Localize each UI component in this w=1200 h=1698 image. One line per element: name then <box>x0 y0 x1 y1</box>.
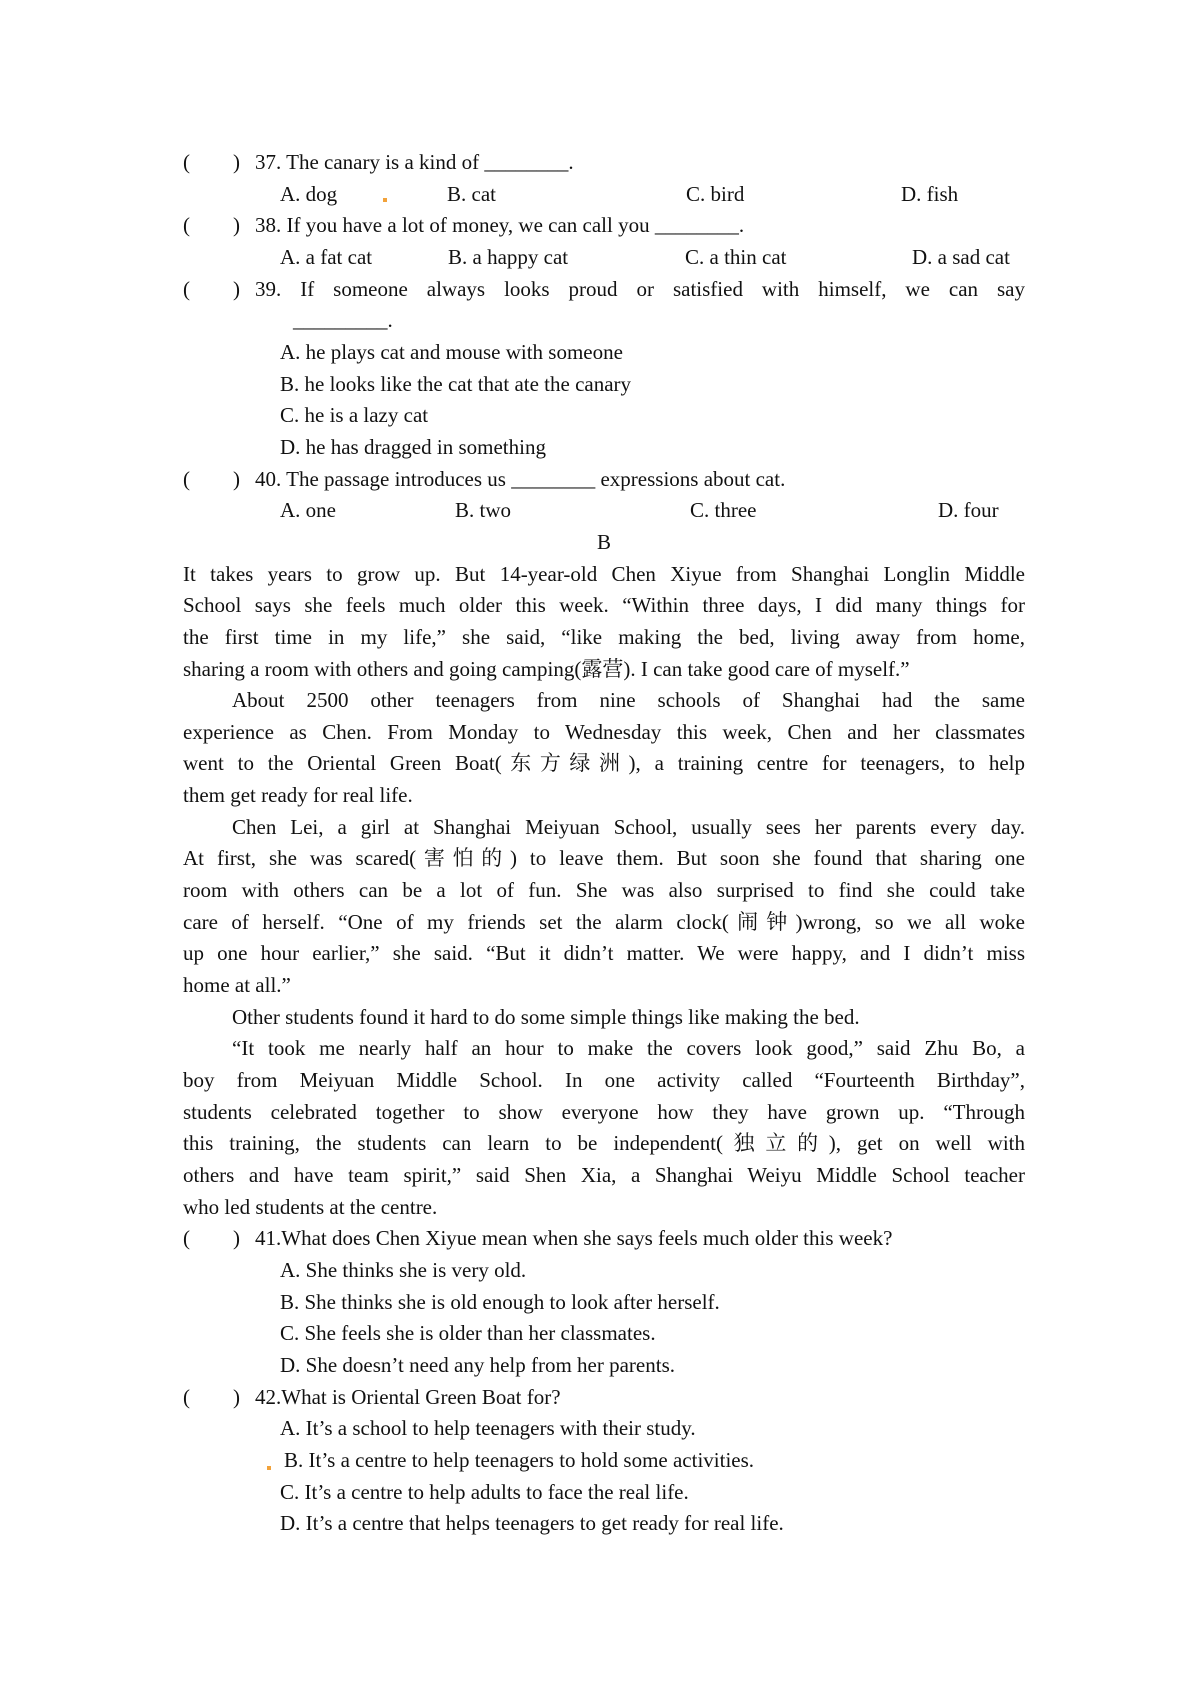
passage-line: About 2500 other teenagers from nine schools of Shanghai had the same <box>232 688 1025 713</box>
option-d: D. a sad cat <box>912 244 1010 269</box>
worksheet-page <box>183 147 1025 1540</box>
passage-paragraph <box>183 559 1025 686</box>
passage-line: sharing a room with others and going camping(露营). I can take good care of myself.” <box>183 656 910 681</box>
question-40 <box>183 464 1025 496</box>
passage-paragraph <box>183 1002 1025 1034</box>
question-41 <box>183 1223 1025 1255</box>
passage-line: experience as Chen. From Monday to Wednesday this week, Chen and her classmates <box>183 719 1025 744</box>
passage-line: boy from Meiyuan Middle School. In one activity called “Fourteenth Birthday”, <box>183 1068 1025 1093</box>
passage-line: care of herself. “One of my friends set the alarm clock(闹钟)wrong, so we all woke <box>183 909 1025 934</box>
answer-paren-open[interactable]: ( <box>183 213 190 238</box>
answer-paren-open[interactable]: ( <box>183 150 190 174</box>
answer-paren-close: ) <box>233 466 240 491</box>
passage-line: It takes years to grow up. But 14-year-old Chen Xiyue from Shanghai Longlin Middle <box>183 561 1025 586</box>
passage-line: them get ready for real life. <box>183 783 413 808</box>
question-37 <box>183 147 1025 179</box>
passage-line: this training, the students can learn to be independent(独立的), get on well with <box>183 1131 1025 1156</box>
answer-paren-open[interactable]: ( <box>183 1226 190 1251</box>
section-heading: B <box>596 529 611 554</box>
option-b: B. two <box>455 498 512 523</box>
option-d: D. fish <box>901 181 959 206</box>
passage-line: went to the Oriental Green Boat(东方绿洲), a training centre for teenagers, to help <box>183 751 1025 776</box>
option-a: A. he plays cat and mouse with someone <box>280 339 623 364</box>
answer-paren-open[interactable]: ( <box>183 1384 190 1409</box>
option-b: B. It’s a centre to help teenagers to hold some activities. <box>284 1447 755 1472</box>
passage-line: up one hour earlier,” she said. “But it didn’t matter. We were happy, and I didn’t miss <box>183 941 1025 966</box>
option-a: A. It’s a school to help teenagers with their study. <box>280 1416 696 1441</box>
answer-paren-close: ) <box>233 150 240 174</box>
passage-line: others and have team spirit,” said Shen Xia, a Shanghai Weiyu Middle School teacher <box>183 1163 1025 1187</box>
passage-paragraph <box>183 1033 1025 1223</box>
question-39 <box>183 274 1025 306</box>
question-text: 38. If you have a lot of money, we can call you ________. <box>255 213 745 238</box>
option-a: A. She thinks she is very old. <box>280 1257 527 1282</box>
passage-paragraph <box>183 812 1025 1002</box>
option-d: D. It’s a centre that helps teenagers to get ready for real life. <box>280 1511 784 1536</box>
answer-paren-close: ) <box>233 213 240 238</box>
question-text: 42.What is Oriental Green Boat for? <box>255 1384 561 1409</box>
option-d: D. She doesn’t need any help from her parents. <box>280 1352 676 1377</box>
question-text: 41.What does Chen Xiyue mean when she says feels much older this week? <box>255 1226 893 1251</box>
option-a: A. dog <box>280 181 338 206</box>
passage-line: “It took me nearly half an hour to make the covers look good,” said Zhu Bo, a <box>232 1036 1025 1061</box>
passage-line: who led students at the centre. <box>183 1194 438 1219</box>
option-c: C. It’s a centre to help adults to face the real life. <box>280 1479 689 1504</box>
options-37 <box>183 179 1025 211</box>
questions-section-b <box>183 1223 1025 1540</box>
option-a: A. a fat cat <box>280 244 373 269</box>
option-c: C. a thin cat <box>685 244 787 269</box>
passage-line: School says she feels much older this week. “Within three days, I did many things for <box>183 593 1025 618</box>
question-text: 37. The canary is a kind of ________. <box>255 150 574 174</box>
question-text: 40. The passage introduces us ________ expressions about cat. <box>255 466 786 491</box>
passage-line: At first, she was scared(害怕的) to leave them. But soon she found that sharing one <box>183 846 1025 871</box>
options-40 <box>183 495 1025 527</box>
option-b: B. She thinks she is old enough to look after herself. <box>280 1289 720 1314</box>
passage-line: Chen Lei, a girl at Shanghai Meiyuan School, usually sees her parents every day. <box>232 814 1025 839</box>
passage-paragraph <box>183 685 1025 812</box>
passage-line: the first time in my life,” she said, “like making the bed, living away from home, <box>183 624 1025 649</box>
option-b: B. he looks like the cat that ate the canary <box>280 371 632 396</box>
passage-line: students celebrated together to show everyone how they have grown up. “Through <box>183 1099 1025 1124</box>
option-d: D. he has dragged in something <box>280 434 546 459</box>
options-38 <box>183 242 1025 274</box>
answer-paren-close: ) <box>233 1226 240 1251</box>
answer-paren-close: ) <box>233 276 240 301</box>
option-d: D. four <box>938 498 999 523</box>
passage-line: Other students found it hard to do some simple things like making the bed. <box>232 1004 860 1029</box>
option-c: C. She feels she is older than her classmates. <box>280 1321 656 1346</box>
answer-paren-open[interactable]: ( <box>183 466 190 491</box>
option-c: C. he is a lazy cat <box>280 403 429 428</box>
question-continuation: _________. <box>293 308 393 333</box>
answer-paren-close: ) <box>233 1384 240 1409</box>
question-42 <box>183 1382 1025 1414</box>
passage-line: home at all.” <box>183 973 291 998</box>
option-c: C. bird <box>686 181 745 206</box>
question-38 <box>183 210 1025 242</box>
option-b: B. cat <box>447 181 496 206</box>
answer-paren-open[interactable]: ( <box>183 276 190 301</box>
option-c: C. three <box>690 498 757 523</box>
option-a: A. one <box>280 498 336 523</box>
question-text: 39. If someone always looks proud or satisfied with himself, we can say <box>255 276 1025 301</box>
reading-passage <box>183 559 1025 1224</box>
passage-line: room with others can be a lot of fun. She was also surprised to find she could take <box>183 878 1025 903</box>
option-b: B. a happy cat <box>448 244 569 269</box>
